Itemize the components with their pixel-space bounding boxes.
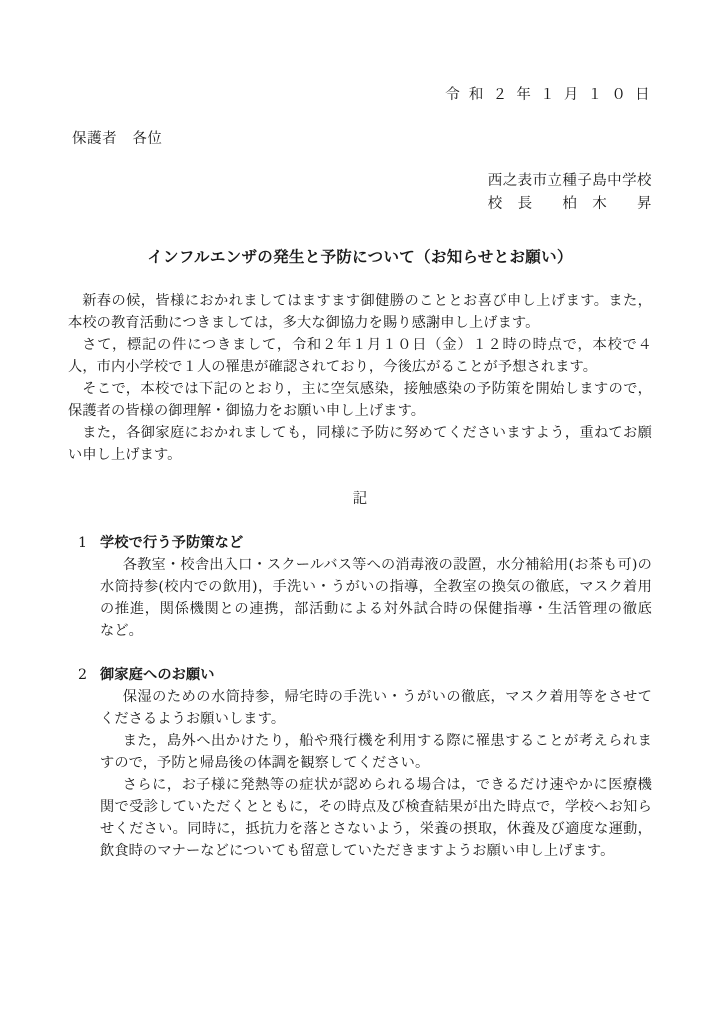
- paragraph: さて，標記の件につきまして，令和２年１月１０日（金）１２時の時点で，本校で４人，市内小学校で１人の罹患が確認されており，今後広がることが予想されます。: [68, 337, 652, 375]
- paragraph: また，各御家庭におかれましても，同様に予防に努めてくださいますよう，重ねてお願い申し上げます。: [68, 425, 652, 463]
- section-1-number: 1: [78, 535, 88, 551]
- paragraph: さらに，お子様に発熱等の症状が認められる場合は，できるだけ速やかに医療機関で受診していただくとともに，その時点及び検査結果が出た時点で，学校へお知らせください。同時に，抵抗力を落とさないよう，栄養の摂取，休養及び適度な運動，飲食時のマナーなどについても留意していただきますようお願い申し上げます。: [100, 777, 652, 859]
- letter-header: [0, 0, 720, 216]
- section-1-heading: [68, 532, 652, 554]
- paragraph: また，島外へ出かけたり，船や飛行機を利用する際に罹患することが考えられますので，予防と帰島後の体調を観察してください。: [100, 733, 652, 771]
- addressee: 保護者 各位: [72, 131, 163, 147]
- section-2-heading-text: 御家庭へのお願い: [100, 667, 215, 683]
- paragraph: 新春の候，皆様におかれましてはますます御健勝のこととお喜び申し上げます。また，本校の教育活動につきましては，多大な御協力を賜り感謝申し上げます。: [68, 293, 652, 331]
- numbered-sections: [0, 532, 720, 862]
- section-2-number: 2: [78, 667, 88, 683]
- section-2-body: [68, 686, 652, 862]
- paragraph: 保湿のための水筒持参，帰宅時の手洗い・うがいの徹底，マスク着用等をさせてくださるようお願いします。: [100, 689, 652, 727]
- paragraph: 各教室・校舎出入口・スクールバス等への消毒液の設置，水分補給用(お茶も可)の水筒持参(校内での飲用)，手洗い・うがいの指導，全教室の換気の徹底，マスク着用の推進，関係機関との連携，部活動による対外試合時の保健指導・生活管理の徹底 など。: [100, 557, 667, 639]
- section-2-heading: [68, 664, 652, 686]
- sender-principal-name: 校 長 柏 木 昇: [487, 196, 652, 212]
- section-2: [68, 664, 652, 862]
- intro-paragraphs: [0, 290, 720, 466]
- ki-marker: 記: [352, 491, 368, 507]
- sender-block: [0, 170, 720, 216]
- sender-school-name: 西之表市立種子島中学校: [487, 173, 652, 189]
- paragraph: そこで，本校では下記のとおり，主に空気感染，接触感染の予防策を開始しますので，保護者の皆様の御理解・御協力をお願い申し上げます。: [68, 381, 652, 419]
- section-1-body: [68, 554, 667, 642]
- addressee-row: [0, 128, 720, 150]
- page-title: インフルエンザの発生と予防について（お知らせとお願い）: [147, 248, 573, 266]
- document-date: 令 和 ２ 年 １ 月 １ ０ 日: [445, 87, 652, 103]
- section-1-heading-text: 学校で行う予防策など: [100, 535, 244, 551]
- section-1: [68, 532, 667, 642]
